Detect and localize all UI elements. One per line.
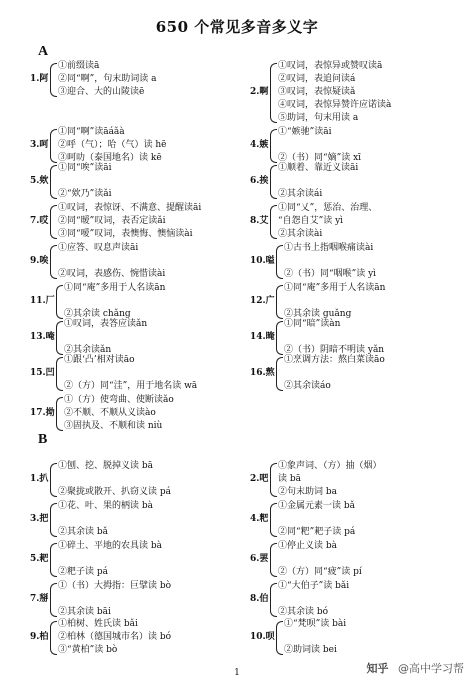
reading-option: ①柏树、姓氏读 bǎi	[58, 619, 138, 629]
reading-option: ①“嫉驰”读āi	[278, 127, 332, 137]
brace	[50, 129, 57, 163]
reading-option: ②其余读 bó	[278, 607, 329, 617]
watermark	[367, 660, 465, 676]
reading-option: ①叹词，表惊讶、不满意、提醒读āi	[58, 203, 202, 213]
entry-character: 1.扒	[30, 474, 49, 484]
entry-character: 1.阿	[30, 74, 49, 84]
reading-option: ②柏林（德国城市名）读 bó	[58, 632, 172, 642]
reading-option: ②粑子读 pá	[58, 567, 108, 577]
reading-option: ①“大伯子”读 bǎi	[278, 581, 350, 591]
brace	[276, 245, 283, 279]
reading-option: “自怨自艾”读 yì	[278, 216, 344, 226]
entry-character: 7.哎	[30, 216, 49, 226]
entry-character: 10.嗌	[250, 256, 275, 266]
entry-character: 17.拗	[30, 408, 55, 418]
reading-option: ①叹词，表惊异或赞叹读ā	[278, 61, 383, 71]
brace	[50, 165, 57, 199]
reading-option: ②其余读ài	[278, 229, 323, 239]
reading-option: ①刨、挖、脱掉义读 bā	[58, 461, 153, 471]
brace	[270, 583, 277, 617]
reading-option: ①（书）大拇指：巨擘读 bò	[58, 581, 172, 591]
reading-option: ①“梵呗”读 bài	[284, 619, 347, 629]
reading-option: ②其余读 bǎ	[58, 527, 108, 537]
reading-option: ②句末助词 ba	[278, 487, 337, 497]
reading-option: ②同“啊”，句末助词读 a	[58, 74, 157, 84]
entry-character: 13.唵	[30, 332, 55, 342]
reading-option: ②其余读ǎn	[64, 345, 112, 355]
reading-option: ②其余读 guǎng	[284, 309, 352, 319]
entry-character: 7.掰	[30, 594, 49, 604]
entry-character: 8.伯	[250, 594, 269, 604]
entry-character: 5.欸	[30, 176, 49, 186]
entry-character: 5.耙	[30, 554, 49, 564]
reading-option: ②其余读 chǎng	[64, 309, 131, 319]
brace	[276, 285, 283, 319]
brace	[270, 503, 277, 537]
reading-option: ①古书上指咽喉痛读ài	[284, 243, 374, 253]
reading-option: ①应答、叹息声读āi	[58, 243, 139, 253]
page-title: 650 个常见多音多义字	[155, 18, 319, 36]
reading-option: ③呵叻（泰国地名）读 kē	[58, 153, 162, 163]
reading-option: ②聚拢或散开、扒窃义读 pá	[58, 487, 171, 497]
brace	[56, 321, 63, 355]
brace	[276, 357, 283, 391]
reading-option: ①叹词，表答应读ǎn	[64, 319, 148, 329]
entry-character: 11.厂	[30, 296, 55, 306]
brace	[270, 543, 277, 577]
reading-option: ①象声词、（方）抽（烟）	[278, 461, 382, 471]
entry-character: 12.广	[250, 296, 275, 306]
reading-option: ②叹词，表追问读á	[278, 74, 356, 84]
brace	[50, 463, 57, 497]
entry-character: 8.艾	[250, 216, 269, 226]
reading-option: ③迎合、大的山陵读ē	[58, 87, 145, 97]
brace	[50, 245, 57, 279]
reading-option: ②“欸乃”读ǎi	[58, 189, 112, 199]
reading-option: ①烹调方法：熬白菜读āo	[284, 355, 385, 365]
reading-option: ③固执及、不顺和读 niù	[64, 421, 163, 431]
reading-option: ①同“唉”读āi	[58, 163, 112, 173]
reading-option: ⑤助词，句末用读 a	[278, 113, 359, 123]
brace	[50, 205, 57, 239]
reading-option: ①同“乂”，惩治、治理、	[278, 203, 378, 213]
reading-option: ②其余读ái	[278, 189, 323, 199]
entry-character: 9.柏	[30, 632, 49, 642]
reading-option: ①跟‘凸’相对读āo	[64, 355, 135, 365]
reading-option: ②不顺、不顺从义读ào	[64, 408, 156, 418]
entry-character: 16.熬	[250, 368, 275, 378]
reading-option: ①同“暗”读àn	[284, 319, 341, 329]
brace	[50, 543, 57, 577]
reading-option: ②助词读 bei	[284, 645, 337, 655]
reading-option: ②（书）阴暗不明读 yǎn	[284, 345, 385, 355]
reading-option: ①（方）使弯曲、使断读ǎo	[64, 395, 174, 405]
reading-option: ②（方）同“疲”读 pí	[278, 567, 362, 577]
reading-option: ①停止义读 bà	[278, 541, 337, 551]
reading-option: ④叹词，表惊异赞许应诺读à	[278, 100, 392, 110]
entry-character: 15.凹	[30, 368, 55, 378]
reading-option: 读 bā	[278, 474, 301, 484]
watermark-handle: @高中学习帮	[398, 662, 464, 675]
reading-option: ①金属元素一读 bǎ	[278, 501, 355, 511]
entry-character: 14.晻	[250, 332, 275, 342]
reading-option: ①同“庵”多用于人名读ān	[284, 283, 386, 293]
reading-option: ②（书）同“咽喉”读 yì	[284, 269, 377, 279]
entry-character: 4.粑	[250, 514, 269, 524]
brace	[270, 205, 277, 239]
entry-character: 4.嫉	[250, 140, 269, 150]
reading-option: ②同“粑”耙子读 pá	[278, 527, 356, 537]
reading-option: ②呼（气）；哈（气）读 hē	[58, 140, 167, 150]
brace	[270, 165, 277, 199]
reading-option: ②（方）同“洼”，用于地名读 wā	[64, 381, 198, 391]
brace	[276, 321, 283, 355]
brace	[50, 583, 57, 617]
entry-character: 10.呗	[250, 632, 275, 642]
reading-option: ①顺着、靠近义读āi	[278, 163, 359, 173]
brace	[50, 63, 57, 97]
reading-option: ①花、叶、果的柄读 bà	[58, 501, 153, 511]
section-heading-b: B	[38, 432, 48, 447]
entry-character: 2.吧	[250, 474, 269, 484]
brace	[50, 503, 57, 537]
entry-character: 9.唉	[30, 256, 49, 266]
reading-option: ②同“暧”叹词，表否定读ǎi	[58, 216, 166, 226]
brace	[270, 63, 277, 123]
reading-option: ②叹词，表感伤、惋惜读ài	[58, 269, 166, 279]
reading-option: ②（书）同“嫡”读 xī	[278, 153, 362, 163]
entry-character: 2.啊	[250, 87, 269, 97]
reading-option: ③“黄柏”读 bò	[58, 645, 118, 655]
reading-option: ①碎土、平地的农具读 bà	[58, 541, 162, 551]
brace	[270, 463, 277, 497]
entry-character: 3.把	[30, 514, 49, 524]
reading-option: ②其余读áo	[284, 381, 331, 391]
brace	[56, 357, 63, 391]
reading-option: ②其余读 bāi	[58, 607, 111, 617]
reading-option: ③叹词，表惊疑读ǎ	[278, 87, 356, 97]
brace	[56, 397, 63, 431]
entry-character: 3.呵	[30, 140, 49, 150]
reading-option: ①同“庵”多用于人名读ān	[64, 283, 166, 293]
brace	[270, 129, 277, 163]
brace	[276, 621, 283, 655]
reading-option: ③同“嗳”叹词，表懊悔、懊恼读ài	[58, 229, 193, 239]
entry-character: 6.罢	[250, 554, 269, 564]
reading-option: ①同“啊”读āáǎà	[58, 127, 125, 137]
brace	[50, 621, 57, 655]
section-heading-a: A	[38, 44, 49, 59]
reading-option: ①前缀读ā	[58, 61, 100, 71]
zhihu-logo: 知乎	[366, 662, 389, 675]
page-number: 1	[234, 668, 240, 678]
brace	[56, 285, 63, 319]
entry-character: 6.挨	[250, 176, 269, 186]
